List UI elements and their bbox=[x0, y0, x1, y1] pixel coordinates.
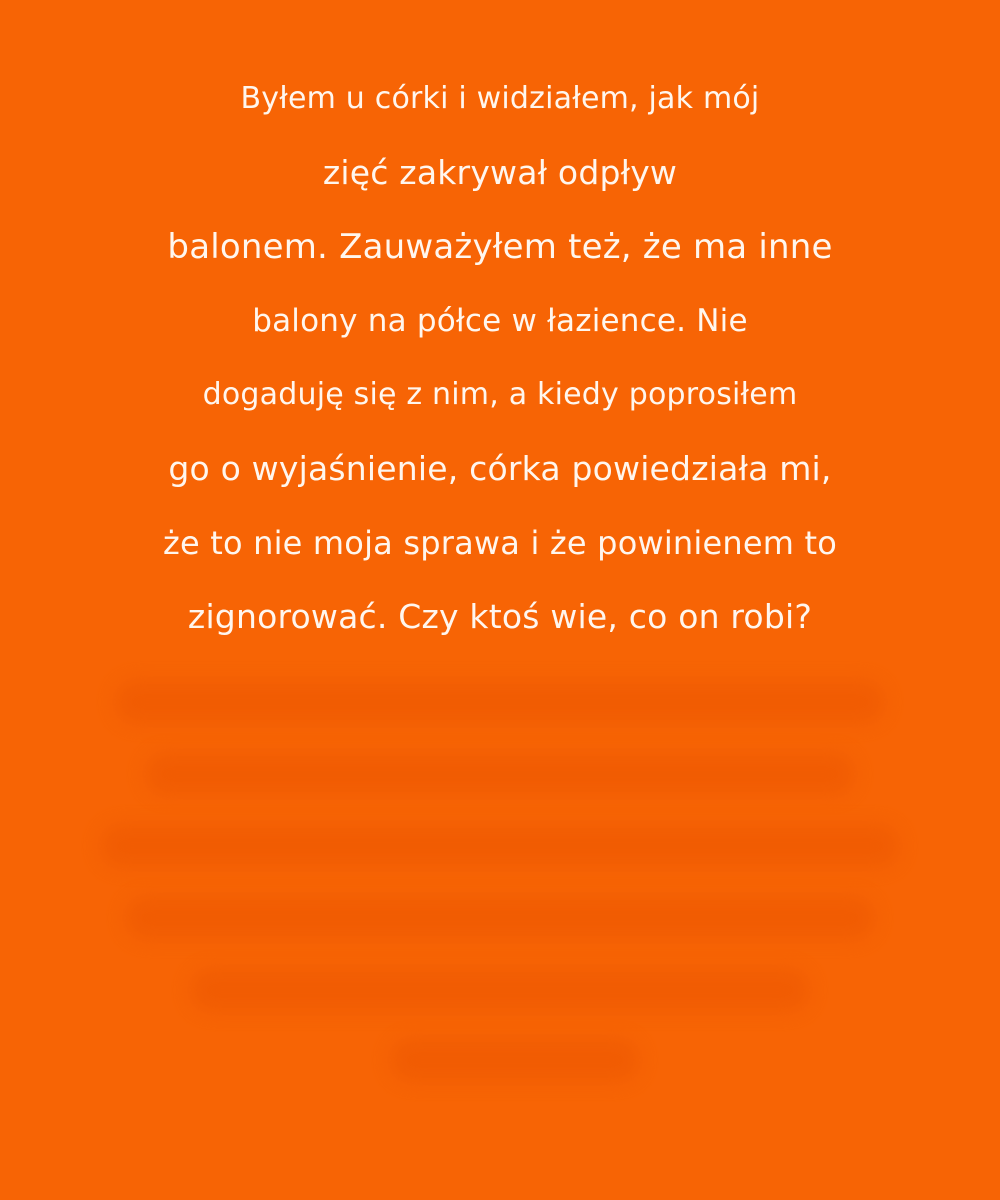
post-text-line: zięć zakrywał odpływ bbox=[322, 153, 678, 192]
blurred-text-line bbox=[145, 752, 855, 796]
blurred-text-line bbox=[115, 680, 885, 724]
post-text-line: że to nie moja sprawa i że powinienem to bbox=[162, 524, 838, 562]
post-text-line: Byłem u córki i widziałem, jak mój bbox=[240, 81, 760, 116]
post-text-line: balony na półce w łazience. Nie bbox=[252, 303, 748, 339]
post-text bbox=[0, 62, 1000, 654]
post-text-line: zignorować. Czy ktoś wie, co on robi? bbox=[187, 597, 813, 636]
post-text-line: balonem. Zauważyłem też, że ma inne bbox=[167, 227, 833, 267]
blurred-text-line bbox=[190, 968, 810, 1012]
post-text-line: dogaduję się z nim, a kiedy poprosiłem bbox=[202, 377, 798, 412]
post-text-line: go o wyjaśnienie, córka powiedziała mi, bbox=[168, 449, 832, 488]
blurred-text-line bbox=[125, 896, 875, 940]
blurred-text-line bbox=[100, 824, 900, 868]
blurred-text-line bbox=[390, 1038, 640, 1082]
blurred-hidden-text bbox=[0, 660, 1000, 1100]
